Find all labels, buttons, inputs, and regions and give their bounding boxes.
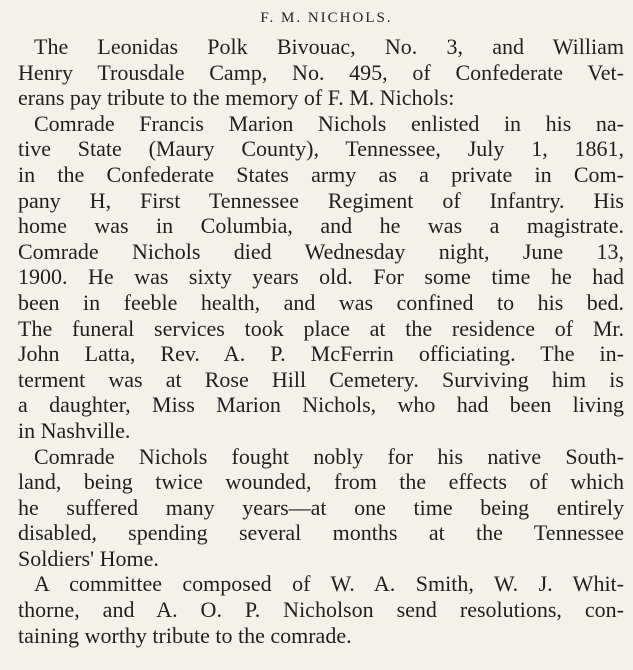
text-line: Soldiers' Home. xyxy=(18,545,159,571)
text-line: a daughter, Miss Marion Nichols, who had been living xyxy=(18,392,624,418)
paragraph-tribute xyxy=(18,34,623,111)
text-line: Comrade Francis Marion Nichols enlisted in his na- xyxy=(34,110,624,136)
text-line: Comrade Nichols fought nobly for his native South- xyxy=(34,443,624,469)
text-line: he suffered many years—at one time being entirely xyxy=(18,494,624,520)
text-line: John Latta, Rev. A. P. McFerrin officiating. The in- xyxy=(18,341,624,367)
text-line: Comrade Nichols died Wednesday night, June 13, xyxy=(18,238,624,264)
text-line: terment was at Rose Hill Cemetery. Surviving him is xyxy=(18,366,624,392)
text-line: Henry Trousdale Camp, No. 495, of Confederate Vet- xyxy=(18,59,624,85)
text-line: 1900. He was sixty years old. For some time he had xyxy=(18,264,624,290)
text-line: taining worthy tribute to the comrade. xyxy=(18,622,352,648)
text-line: pany H, First Tennessee Regiment of Infantry. His xyxy=(18,187,624,213)
text-line: in Nashville. xyxy=(18,417,131,443)
obituary-heading: F. M. NICHOLS. xyxy=(260,10,393,26)
text-line: land, being twice wounded, from the effects of which xyxy=(18,469,624,495)
text-line: in the Confederate States army as a private in Com- xyxy=(18,161,624,187)
paragraph-service xyxy=(18,444,623,572)
text-line: erans pay tribute to the memory of F. M. Nichols: xyxy=(18,85,455,111)
text-line: The Leonidas Polk Bivouac, No. 3, and William xyxy=(34,34,624,59)
text-line: A committee composed of W. A. Smith, W. J. Whit- xyxy=(34,571,624,597)
paragraph-biography xyxy=(18,111,623,444)
text-line: The funeral services took place at the residence of Mr. xyxy=(18,315,624,341)
text-line: disabled, spending several months at the Tennessee xyxy=(18,520,624,546)
text-line: thorne, and A. O. P. Nicholson send resolutions, con- xyxy=(18,597,624,623)
text-line: tive State (Maury County), Tennessee, July 1, 1861, xyxy=(18,136,624,162)
text-line: been in feeble health, and was confined to his bed. xyxy=(18,289,624,315)
paragraph-committee xyxy=(18,571,623,648)
text-line: home was in Columbia, and he was a magistrate. xyxy=(18,213,624,239)
